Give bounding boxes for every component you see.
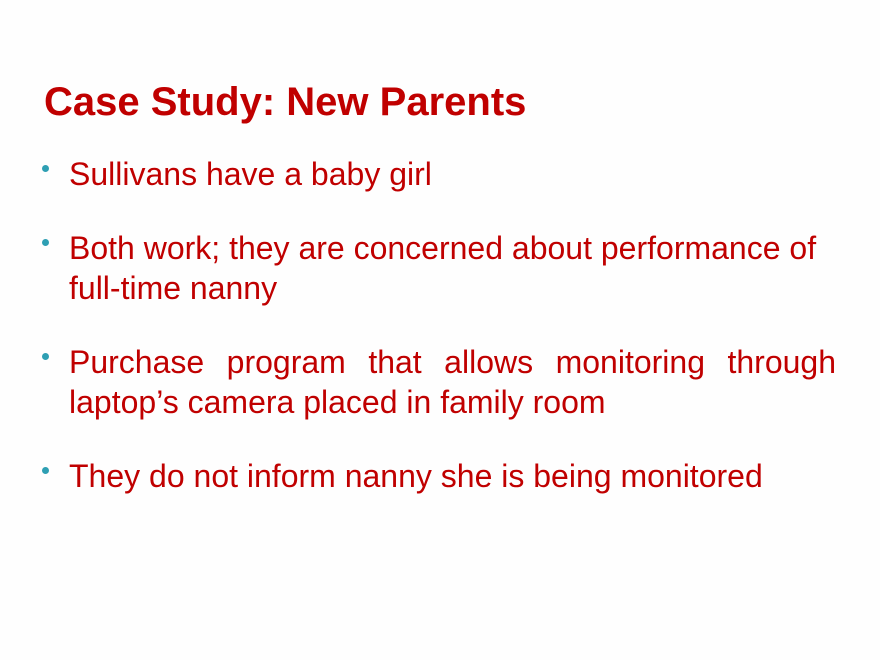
bullet-text: Purchase program that allows monitoring through laptop’s camera placed in family room [69, 344, 836, 420]
bullet-dot-icon [42, 239, 49, 246]
bullet-text: They do not inform nanny she is being monitored [69, 458, 763, 494]
bullet-item [40, 154, 836, 194]
bullet-dot-icon [42, 353, 49, 360]
bullet-item [40, 228, 836, 308]
bullet-dot-icon [42, 165, 49, 172]
slide-title: Case Study: New Parents [44, 80, 527, 124]
bullet-item [40, 456, 836, 496]
bullet-text: Both work; they are concerned about performance of full-time nanny [69, 230, 817, 306]
bullet-text: Sullivans have a baby girl [69, 156, 432, 192]
bullet-dot-icon [42, 467, 49, 474]
bullet-list [40, 154, 836, 496]
bullet-item [40, 342, 836, 422]
